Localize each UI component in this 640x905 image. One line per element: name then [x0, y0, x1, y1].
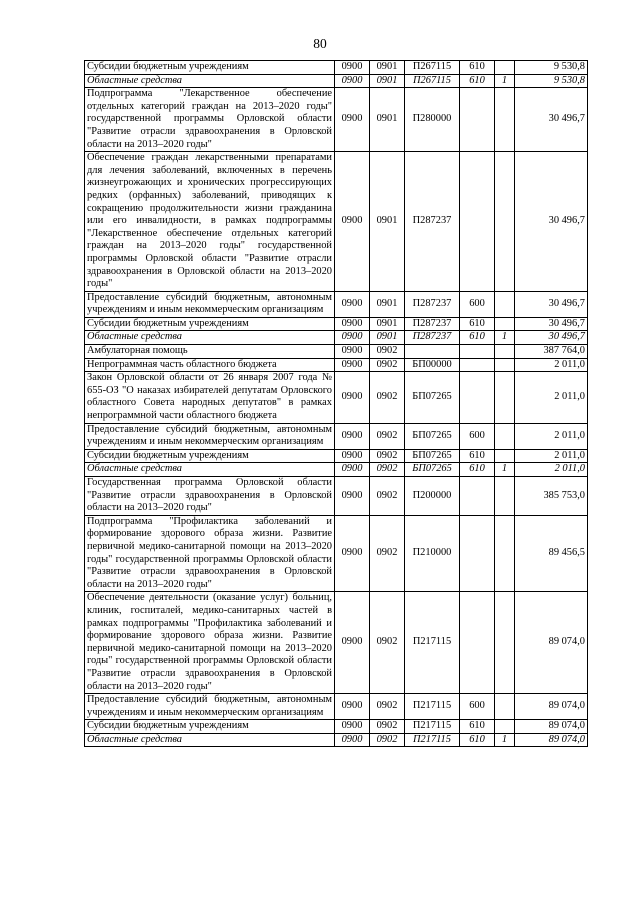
cell-expense-type-code — [460, 515, 495, 592]
cell-funding-source — [495, 449, 515, 463]
cell-amount: 9 530,8 — [515, 61, 588, 75]
budget-table-body — [85, 61, 588, 747]
cell-expense-type-code — [460, 372, 495, 423]
cell-expense-type-code: 610 — [460, 317, 495, 331]
cell-funding-source — [495, 515, 515, 592]
cell-amount: 2 011,0 — [515, 372, 588, 423]
row-name: Областные средства — [85, 331, 335, 345]
row-name: Областные средства — [85, 733, 335, 747]
cell-section-code: 0901 — [370, 317, 405, 331]
cell-funding-source — [495, 317, 515, 331]
table-row — [85, 74, 588, 88]
cell-section-code: 0901 — [370, 152, 405, 292]
cell-expense-type-code: 600 — [460, 291, 495, 317]
cell-funding-source — [495, 291, 515, 317]
cell-admin-code: 0900 — [335, 694, 370, 720]
table-row — [85, 152, 588, 292]
row-name: Предоставление субсидий бюджетным, автономным учреждениям и иным некоммерческим организациям — [85, 694, 335, 720]
cell-funding-source: 1 — [495, 463, 515, 477]
cell-amount: 30 496,7 — [515, 291, 588, 317]
row-name: Амбулаторная помощь — [85, 345, 335, 359]
row-name: Субсидии бюджетным учреждениям — [85, 720, 335, 734]
cell-expense-type-code: 610 — [460, 449, 495, 463]
cell-amount: 30 496,7 — [515, 88, 588, 152]
cell-amount: 89 074,0 — [515, 592, 588, 694]
cell-admin-code: 0900 — [335, 88, 370, 152]
cell-expense-type-code: 600 — [460, 423, 495, 449]
cell-funding-source — [495, 694, 515, 720]
cell-admin-code: 0900 — [335, 733, 370, 747]
cell-section-code: 0901 — [370, 74, 405, 88]
cell-admin-code: 0900 — [335, 291, 370, 317]
row-name: Закон Орловской области от 26 января 2007 года № 655-ОЗ "О наказах избирателей депутатам Орловского областного Совета народных депутатов" в рамках непрограммной части областного бюджета — [85, 372, 335, 423]
cell-section-code: 0902 — [370, 449, 405, 463]
cell-admin-code: 0900 — [335, 358, 370, 372]
row-name: Непрограммная часть областного бюджета — [85, 358, 335, 372]
cell-funding-source: 1 — [495, 331, 515, 345]
table-row — [85, 423, 588, 449]
cell-section-code: 0901 — [370, 331, 405, 345]
cell-funding-source: 1 — [495, 733, 515, 747]
cell-expense-type-code: 610 — [460, 720, 495, 734]
cell-admin-code: 0900 — [335, 372, 370, 423]
table-row — [85, 291, 588, 317]
cell-funding-source — [495, 423, 515, 449]
cell-funding-source — [495, 88, 515, 152]
cell-section-code: 0902 — [370, 592, 405, 694]
cell-funding-source — [495, 61, 515, 75]
cell-section-code: 0902 — [370, 477, 405, 516]
cell-target-item-code: БП07265 — [405, 463, 460, 477]
cell-target-item-code: П217115 — [405, 592, 460, 694]
cell-section-code: 0901 — [370, 88, 405, 152]
table-row — [85, 345, 588, 359]
cell-target-item-code: П287237 — [405, 331, 460, 345]
cell-target-item-code: П280000 — [405, 88, 460, 152]
cell-amount: 2 011,0 — [515, 358, 588, 372]
cell-admin-code: 0900 — [335, 449, 370, 463]
cell-admin-code: 0900 — [335, 345, 370, 359]
table-row — [85, 592, 588, 694]
cell-section-code: 0902 — [370, 372, 405, 423]
cell-section-code: 0901 — [370, 291, 405, 317]
cell-amount: 2 011,0 — [515, 423, 588, 449]
row-name: Субсидии бюджетным учреждениям — [85, 317, 335, 331]
cell-admin-code: 0900 — [335, 592, 370, 694]
table-row — [85, 331, 588, 345]
row-name: Подпрограмма "Профилактика заболеваний и формирование здорового образа жизни. Развитие первичной медико-санитарной помощи на 2013–2020 годы" государственной программы Орловской области "Развитие отрасли здравоохранения в Орловской области на 2013–2020 годы" — [85, 515, 335, 592]
cell-expense-type-code — [460, 592, 495, 694]
cell-expense-type-code: 610 — [460, 331, 495, 345]
row-name: Обеспечение деятельности (оказание услуг) больниц, клиник, госпиталей, медико-санитарных частей в рамках подпрограммы "Профилактика заболеваний и формирование здорового образа жизни. Развитие первичной медико-санитарной помощи на 2013–2020 годы" государственной программы Орловской области "Развитие отрасли здравоохранения в Орловской области на 2013–2020 годы" — [85, 592, 335, 694]
cell-funding-source — [495, 152, 515, 292]
row-name: Субсидии бюджетным учреждениям — [85, 61, 335, 75]
cell-amount: 30 496,7 — [515, 152, 588, 292]
row-name: Государственная программа Орловской области "Развитие отрасли здравоохранения в Орловской области на 2013–2020 годы" — [85, 477, 335, 516]
table-row — [85, 733, 588, 747]
cell-section-code: 0902 — [370, 463, 405, 477]
cell-target-item-code: П287237 — [405, 152, 460, 292]
cell-expense-type-code: 610 — [460, 733, 495, 747]
cell-section-code: 0902 — [370, 358, 405, 372]
cell-funding-source — [495, 372, 515, 423]
cell-target-item-code: П217115 — [405, 733, 460, 747]
table-row — [85, 358, 588, 372]
cell-amount: 387 764,0 — [515, 345, 588, 359]
cell-target-item-code: БП00000 — [405, 358, 460, 372]
cell-target-item-code: П210000 — [405, 515, 460, 592]
cell-expense-type-code: 600 — [460, 694, 495, 720]
budget-table — [84, 60, 588, 747]
page-number: 80 — [313, 36, 327, 51]
table-row — [85, 372, 588, 423]
cell-admin-code: 0900 — [335, 477, 370, 516]
cell-section-code: 0902 — [370, 345, 405, 359]
cell-section-code: 0901 — [370, 61, 405, 75]
table-row — [85, 449, 588, 463]
cell-section-code: 0902 — [370, 733, 405, 747]
cell-target-item-code: П200000 — [405, 477, 460, 516]
cell-section-code: 0902 — [370, 515, 405, 592]
cell-funding-source — [495, 345, 515, 359]
cell-target-item-code: БП07265 — [405, 449, 460, 463]
cell-section-code: 0902 — [370, 423, 405, 449]
cell-expense-type-code — [460, 152, 495, 292]
cell-amount: 89 456,5 — [515, 515, 588, 592]
cell-funding-source — [495, 592, 515, 694]
cell-target-item-code: П217115 — [405, 694, 460, 720]
cell-admin-code: 0900 — [335, 463, 370, 477]
table-row — [85, 61, 588, 75]
table-row — [85, 88, 588, 152]
cell-funding-source — [495, 358, 515, 372]
cell-section-code: 0902 — [370, 720, 405, 734]
cell-amount: 385 753,0 — [515, 477, 588, 516]
table-row — [85, 477, 588, 516]
cell-admin-code: 0900 — [335, 317, 370, 331]
cell-target-item-code — [405, 345, 460, 359]
cell-funding-source: 1 — [495, 74, 515, 88]
cell-amount: 9 530,8 — [515, 74, 588, 88]
row-name: Субсидии бюджетным учреждениям — [85, 449, 335, 463]
cell-target-item-code: П217115 — [405, 720, 460, 734]
cell-target-item-code: БП07265 — [405, 372, 460, 423]
row-name: Областные средства — [85, 74, 335, 88]
cell-amount: 30 496,7 — [515, 331, 588, 345]
table-row — [85, 317, 588, 331]
row-name: Обеспечение граждан лекарственными препаратами для лечения заболеваний, включенных в перечень жизнеугрожающих и хронических прогрессирующих редких (орфанных) заболеваний, приводящих к сокращению продолжительности жизни гражданина или его инвалидности, в рамках подпрограммы "Лекарственное обеспечение отдельных категорий граждан на 2013–2020 годы" государственной программы Орловской области "Развитие отрасли здравоохранения в Орловской области на 2013–2020 годы" — [85, 152, 335, 292]
cell-amount: 30 496,7 — [515, 317, 588, 331]
cell-amount: 89 074,0 — [515, 694, 588, 720]
cell-admin-code: 0900 — [335, 515, 370, 592]
cell-admin-code: 0900 — [335, 74, 370, 88]
cell-funding-source — [495, 720, 515, 734]
cell-amount: 89 074,0 — [515, 733, 588, 747]
table-row — [85, 515, 588, 592]
cell-expense-type-code — [460, 358, 495, 372]
cell-expense-type-code — [460, 88, 495, 152]
cell-admin-code: 0900 — [335, 331, 370, 345]
cell-amount: 89 074,0 — [515, 720, 588, 734]
cell-target-item-code: П287237 — [405, 291, 460, 317]
cell-target-item-code: П267115 — [405, 61, 460, 75]
row-name: Предоставление субсидий бюджетным, автономным учреждениям и иным некоммерческим организациям — [85, 291, 335, 317]
cell-target-item-code: П267115 — [405, 74, 460, 88]
cell-expense-type-code: 610 — [460, 74, 495, 88]
table-row — [85, 694, 588, 720]
cell-admin-code: 0900 — [335, 61, 370, 75]
cell-funding-source — [495, 477, 515, 516]
table-row — [85, 720, 588, 734]
table-row — [85, 463, 588, 477]
cell-admin-code: 0900 — [335, 152, 370, 292]
cell-section-code: 0902 — [370, 694, 405, 720]
cell-amount: 2 011,0 — [515, 449, 588, 463]
cell-admin-code: 0900 — [335, 720, 370, 734]
cell-target-item-code: БП07265 — [405, 423, 460, 449]
cell-expense-type-code: 610 — [460, 61, 495, 75]
cell-amount: 2 011,0 — [515, 463, 588, 477]
cell-expense-type-code — [460, 345, 495, 359]
cell-admin-code: 0900 — [335, 423, 370, 449]
row-name: Областные средства — [85, 463, 335, 477]
row-name: Предоставление субсидий бюджетным, автономным учреждениям и иным некоммерческим организациям — [85, 423, 335, 449]
cell-expense-type-code — [460, 477, 495, 516]
cell-expense-type-code: 610 — [460, 463, 495, 477]
row-name: Подпрограмма "Лекарственное обеспечение отдельных категорий граждан на 2013–2020 годы" государственной программы Орловской области "Развитие отрасли здравоохранения в Орловской области на 2013–2020 годы" — [85, 88, 335, 152]
cell-target-item-code: П287237 — [405, 317, 460, 331]
